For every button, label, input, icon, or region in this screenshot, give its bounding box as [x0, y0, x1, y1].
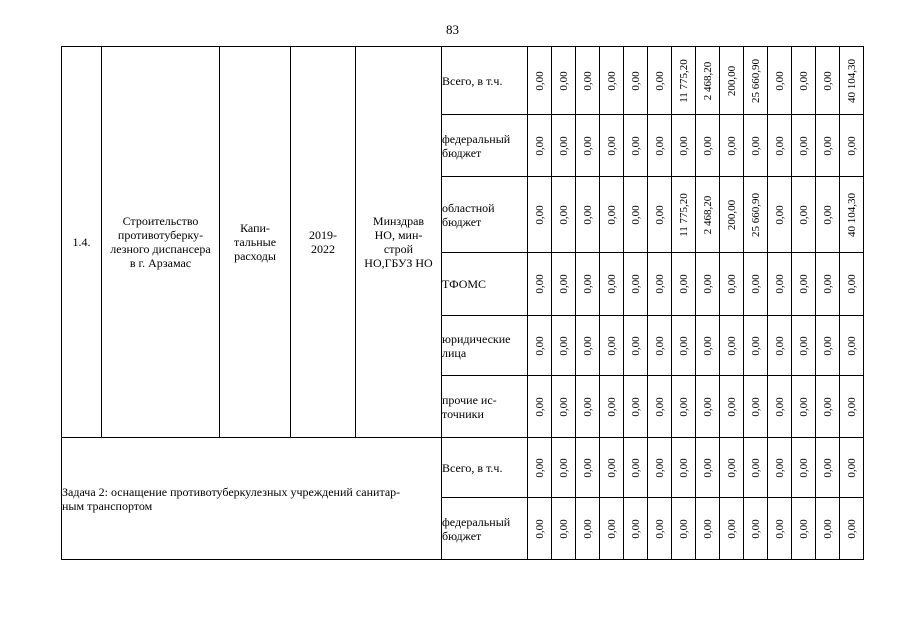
value-text: 0,00: [533, 457, 546, 478]
value-cell: [672, 47, 696, 115]
value-cell: [528, 115, 552, 177]
text-line: Строительство: [122, 214, 199, 228]
value-cell: [576, 498, 600, 560]
value-text: 0,00: [773, 335, 786, 356]
value-cell: [840, 316, 864, 376]
value-text: 0,00: [605, 396, 618, 417]
value-text: 0,00: [725, 274, 738, 294]
value-cell: [624, 47, 648, 115]
value-cell: [576, 376, 600, 438]
text-line: расходы: [234, 249, 276, 263]
value-text: 0,00: [581, 518, 594, 539]
value-text: 0,00: [605, 204, 618, 225]
value-cell: [816, 438, 840, 498]
value-text: 0,00: [629, 204, 642, 225]
value-cell: [600, 438, 624, 498]
value-cell: [600, 177, 624, 253]
value-cell: [624, 253, 648, 316]
value-text: 200,00: [725, 199, 738, 230]
value-text: 0,00: [821, 135, 834, 156]
value-cell: [840, 115, 864, 177]
value-cell: [840, 498, 864, 560]
value-cell: [528, 498, 552, 560]
item-number-cell: [62, 47, 102, 438]
value-text: 0,00: [653, 335, 666, 356]
value-text: 11 775,20: [677, 192, 690, 237]
value-cell: [600, 47, 624, 115]
value-cell: [720, 376, 744, 438]
value-text: 0,00: [677, 274, 690, 294]
value-cell: [576, 316, 600, 376]
text-line: строй: [383, 242, 414, 256]
funding-source-cell: [442, 115, 528, 177]
value-text: 2 468,20: [701, 195, 714, 234]
value-cell: [648, 115, 672, 177]
value-cell: [600, 376, 624, 438]
value-text: 0,00: [581, 457, 594, 478]
value-text: 0,00: [773, 204, 786, 225]
task-title-cell: [62, 438, 442, 560]
value-cell: [528, 316, 552, 376]
value-text: 0,00: [749, 457, 762, 478]
value-cell: [552, 47, 576, 115]
value-cell: [840, 47, 864, 115]
value-text: 200,00: [725, 65, 738, 96]
value-text: 0,00: [557, 274, 570, 294]
value-cell: [744, 438, 768, 498]
value-cell: [768, 177, 792, 253]
value-text: 0,00: [557, 335, 570, 356]
value-text: 0,00: [797, 335, 810, 356]
value-text: 0,00: [533, 396, 546, 417]
value-text: 0,00: [581, 396, 594, 417]
value-text: 0,00: [557, 396, 570, 417]
value-text: 0,00: [581, 135, 594, 156]
value-text: 0,00: [701, 135, 714, 156]
value-cell: [648, 253, 672, 316]
value-cell: [816, 115, 840, 177]
value-text: 0,00: [725, 518, 738, 539]
text-line: Минздрав: [372, 214, 425, 228]
value-cell: [552, 438, 576, 498]
value-text: 0,00: [845, 457, 858, 478]
text-line: лезного диспансера: [110, 242, 211, 256]
value-cell: [840, 253, 864, 316]
value-cell: [672, 253, 696, 316]
value-cell: [768, 253, 792, 316]
value-text: 0,00: [629, 70, 642, 91]
value-cell: [792, 316, 816, 376]
value-text: 0,00: [533, 70, 546, 91]
value-cell: [696, 498, 720, 560]
value-text: 0,00: [749, 335, 762, 356]
value-cell: [624, 177, 648, 253]
value-cell: [576, 47, 600, 115]
value-text: 0,00: [653, 70, 666, 91]
value-text: 0,00: [653, 396, 666, 417]
value-cell: [720, 316, 744, 376]
value-cell: [816, 376, 840, 438]
value-cell: [816, 47, 840, 115]
funding-source-cell: [442, 177, 528, 253]
value-text: 0,00: [845, 335, 858, 356]
value-text: 0,00: [605, 457, 618, 478]
table-row: [62, 438, 864, 498]
value-text: 25 660,90: [749, 192, 762, 237]
value-text: 0,00: [773, 457, 786, 478]
value-text: 0,00: [629, 135, 642, 156]
value-cell: [720, 438, 744, 498]
value-text: 0,00: [821, 274, 834, 294]
value-text: 0,00: [653, 457, 666, 478]
value-cell: [624, 498, 648, 560]
value-cell: [576, 253, 600, 316]
item-name-cell: [102, 47, 220, 438]
value-text: 2 468,20: [701, 61, 714, 100]
value-text: 0,00: [797, 518, 810, 539]
value-text: 0,00: [725, 135, 738, 156]
value-cell: [720, 498, 744, 560]
value-text: 0,00: [773, 396, 786, 417]
value-text: 0,00: [701, 518, 714, 539]
value-text: 0,00: [557, 135, 570, 156]
value-text: 0,00: [797, 274, 810, 294]
table-row: [62, 47, 864, 115]
executor-cell: [356, 47, 442, 438]
value-text: 0,00: [845, 396, 858, 417]
text-line: областной: [442, 200, 495, 215]
value-text: 0,00: [557, 204, 570, 225]
value-cell: [696, 376, 720, 438]
value-text: 0,00: [653, 518, 666, 539]
value-cell: [672, 316, 696, 376]
value-text: 0,00: [677, 518, 690, 539]
value-text: 0,00: [725, 457, 738, 478]
value-text: 0,00: [749, 274, 762, 294]
value-cell: [720, 253, 744, 316]
value-cell: [840, 438, 864, 498]
value-cell: [648, 316, 672, 376]
value-text: 0,00: [845, 274, 858, 294]
text-line: 2022: [311, 242, 335, 256]
value-cell: [816, 177, 840, 253]
value-cell: [648, 47, 672, 115]
value-text: 0,00: [749, 135, 762, 156]
value-text: 0,00: [605, 70, 618, 91]
text-line: НО, мин-: [374, 228, 423, 242]
value-cell: [792, 498, 816, 560]
text-line: федеральный: [442, 514, 511, 529]
value-cell: [720, 47, 744, 115]
value-text: 0,00: [821, 396, 834, 417]
value-cell: [624, 316, 648, 376]
value-cell: [744, 177, 768, 253]
value-cell: [744, 316, 768, 376]
value-cell: [816, 316, 840, 376]
value-cell: [792, 376, 816, 438]
value-text: 40 104,30: [845, 192, 858, 237]
text-line: противотуберку-: [117, 228, 204, 242]
text-line: Капи-: [240, 221, 270, 235]
value-cell: [672, 177, 696, 253]
value-cell: [552, 498, 576, 560]
value-text: 0,00: [629, 518, 642, 539]
value-text: 0,00: [797, 135, 810, 156]
funding-source-cell: [442, 253, 528, 316]
value-cell: [792, 115, 816, 177]
text-line: лица: [442, 345, 467, 360]
value-text: 0,00: [629, 396, 642, 417]
value-text: 0,00: [677, 135, 690, 156]
cost-type-cell: [220, 47, 291, 438]
value-text: 0,00: [701, 396, 714, 417]
value-cell: [600, 498, 624, 560]
text-line: точники: [442, 406, 484, 421]
value-cell: [672, 438, 696, 498]
value-text: 0,00: [677, 457, 690, 478]
text-line: Всего, в т.ч.: [442, 460, 503, 475]
value-text: 0,00: [821, 335, 834, 356]
value-cell: [744, 47, 768, 115]
value-cell: [720, 177, 744, 253]
value-text: 0,00: [581, 274, 594, 294]
value-cell: [696, 316, 720, 376]
value-text: 0,00: [533, 204, 546, 225]
value-cell: [768, 316, 792, 376]
value-text: 0,00: [845, 518, 858, 539]
text-line: 2019-: [309, 228, 337, 242]
value-cell: [600, 316, 624, 376]
budget-table: [61, 46, 864, 560]
value-text: 0,00: [653, 204, 666, 225]
value-text: 0,00: [797, 396, 810, 417]
text-line: бюджет: [442, 145, 482, 160]
text-line: федеральный: [442, 131, 511, 146]
value-cell: [816, 253, 840, 316]
value-cell: [528, 438, 552, 498]
value-cell: [696, 438, 720, 498]
value-cell: [576, 438, 600, 498]
value-cell: [768, 438, 792, 498]
value-text: 0,00: [557, 457, 570, 478]
text-line: ным транспортом: [62, 498, 153, 513]
value-cell: [528, 177, 552, 253]
funding-source-cell: [442, 498, 528, 560]
text-line: бюджет: [442, 528, 482, 543]
text-line: Всего, в т.ч.: [442, 73, 503, 88]
value-cell: [600, 253, 624, 316]
value-cell: [672, 376, 696, 438]
value-cell: [552, 177, 576, 253]
value-cell: [648, 438, 672, 498]
value-cell: [792, 177, 816, 253]
value-text: 0,00: [797, 204, 810, 225]
item-number: 1.4.: [72, 235, 91, 249]
value-text: 0,00: [605, 518, 618, 539]
value-cell: [696, 47, 720, 115]
value-cell: [624, 115, 648, 177]
text-line: ТФОМС: [442, 277, 487, 291]
funding-source-cell: [442, 47, 528, 115]
value-text: 0,00: [677, 396, 690, 417]
text-line: в г. Арзамас: [129, 256, 192, 270]
value-cell: [768, 115, 792, 177]
value-cell: [552, 115, 576, 177]
value-text: 0,00: [533, 274, 546, 294]
value-cell: [624, 376, 648, 438]
value-cell: [768, 47, 792, 115]
value-cell: [720, 115, 744, 177]
value-cell: [792, 47, 816, 115]
value-cell: [552, 376, 576, 438]
value-cell: [624, 438, 648, 498]
value-cell: [552, 253, 576, 316]
value-text: 0,00: [605, 335, 618, 356]
value-cell: [816, 498, 840, 560]
value-text: 0,00: [629, 335, 642, 356]
value-text: 0,00: [533, 518, 546, 539]
text-line: юридические: [442, 331, 511, 346]
value-text: 0,00: [653, 274, 666, 294]
value-text: 0,00: [605, 274, 618, 294]
value-text: 0,00: [821, 204, 834, 225]
value-text: 0,00: [533, 135, 546, 156]
value-cell: [552, 316, 576, 376]
value-cell: [528, 376, 552, 438]
value-text: 0,00: [653, 135, 666, 156]
value-text: 0,00: [605, 135, 618, 156]
value-cell: [696, 177, 720, 253]
value-text: 0,00: [773, 70, 786, 91]
value-text: 0,00: [797, 457, 810, 478]
funding-source-cell: [442, 376, 528, 438]
value-text: 0,00: [701, 274, 714, 294]
value-text: 0,00: [557, 518, 570, 539]
value-text: 0,00: [581, 70, 594, 91]
value-text: 0,00: [725, 396, 738, 417]
text-line: прочие ис-: [442, 392, 497, 407]
value-text: 0,00: [701, 335, 714, 356]
value-text: 0,00: [773, 135, 786, 156]
value-text: 40 104,30: [845, 58, 858, 103]
value-text: 0,00: [821, 457, 834, 478]
value-cell: [696, 115, 720, 177]
value-cell: [696, 253, 720, 316]
value-text: 0,00: [581, 335, 594, 356]
value-text: 0,00: [845, 135, 858, 156]
value-text: 0,00: [725, 335, 738, 356]
value-cell: [792, 253, 816, 316]
text-line: НО,ГБУЗ НО: [364, 256, 433, 270]
text-line: бюджет: [442, 214, 482, 229]
page-number: 83: [446, 22, 459, 37]
value-cell: [744, 253, 768, 316]
value-text: 11 775,20: [677, 58, 690, 103]
value-cell: [768, 498, 792, 560]
value-text: 0,00: [821, 518, 834, 539]
text-line: тальные: [233, 235, 277, 249]
value-text: 0,00: [773, 274, 786, 294]
funding-source-cell: [442, 438, 528, 498]
value-text: 0,00: [533, 335, 546, 356]
value-text: 0,00: [797, 70, 810, 91]
value-cell: [648, 177, 672, 253]
value-cell: [528, 253, 552, 316]
value-text: 0,00: [629, 457, 642, 478]
value-cell: [528, 47, 552, 115]
value-text: 25 660,90: [749, 58, 762, 103]
value-text: 0,00: [701, 457, 714, 478]
value-cell: [744, 115, 768, 177]
value-cell: [840, 376, 864, 438]
value-cell: [840, 177, 864, 253]
value-text: 0,00: [581, 204, 594, 225]
value-text: 0,00: [557, 70, 570, 91]
value-cell: [792, 438, 816, 498]
value-cell: [744, 376, 768, 438]
funding-source-cell: [442, 316, 528, 376]
value-cell: [672, 115, 696, 177]
period-cell: [291, 47, 356, 438]
value-cell: [744, 498, 768, 560]
value-cell: [672, 498, 696, 560]
value-cell: [648, 498, 672, 560]
value-text: 0,00: [749, 518, 762, 539]
value-text: 0,00: [749, 396, 762, 417]
value-cell: [768, 376, 792, 438]
value-cell: [576, 177, 600, 253]
value-cell: [600, 115, 624, 177]
value-cell: [648, 376, 672, 438]
text-line: Задача 2: оснащение противотуберкулезных учреждений санитар-: [62, 484, 401, 499]
value-text: 0,00: [773, 518, 786, 539]
value-text: 0,00: [677, 335, 690, 356]
value-text: 0,00: [629, 274, 642, 294]
value-text: 0,00: [821, 70, 834, 91]
value-cell: [576, 115, 600, 177]
